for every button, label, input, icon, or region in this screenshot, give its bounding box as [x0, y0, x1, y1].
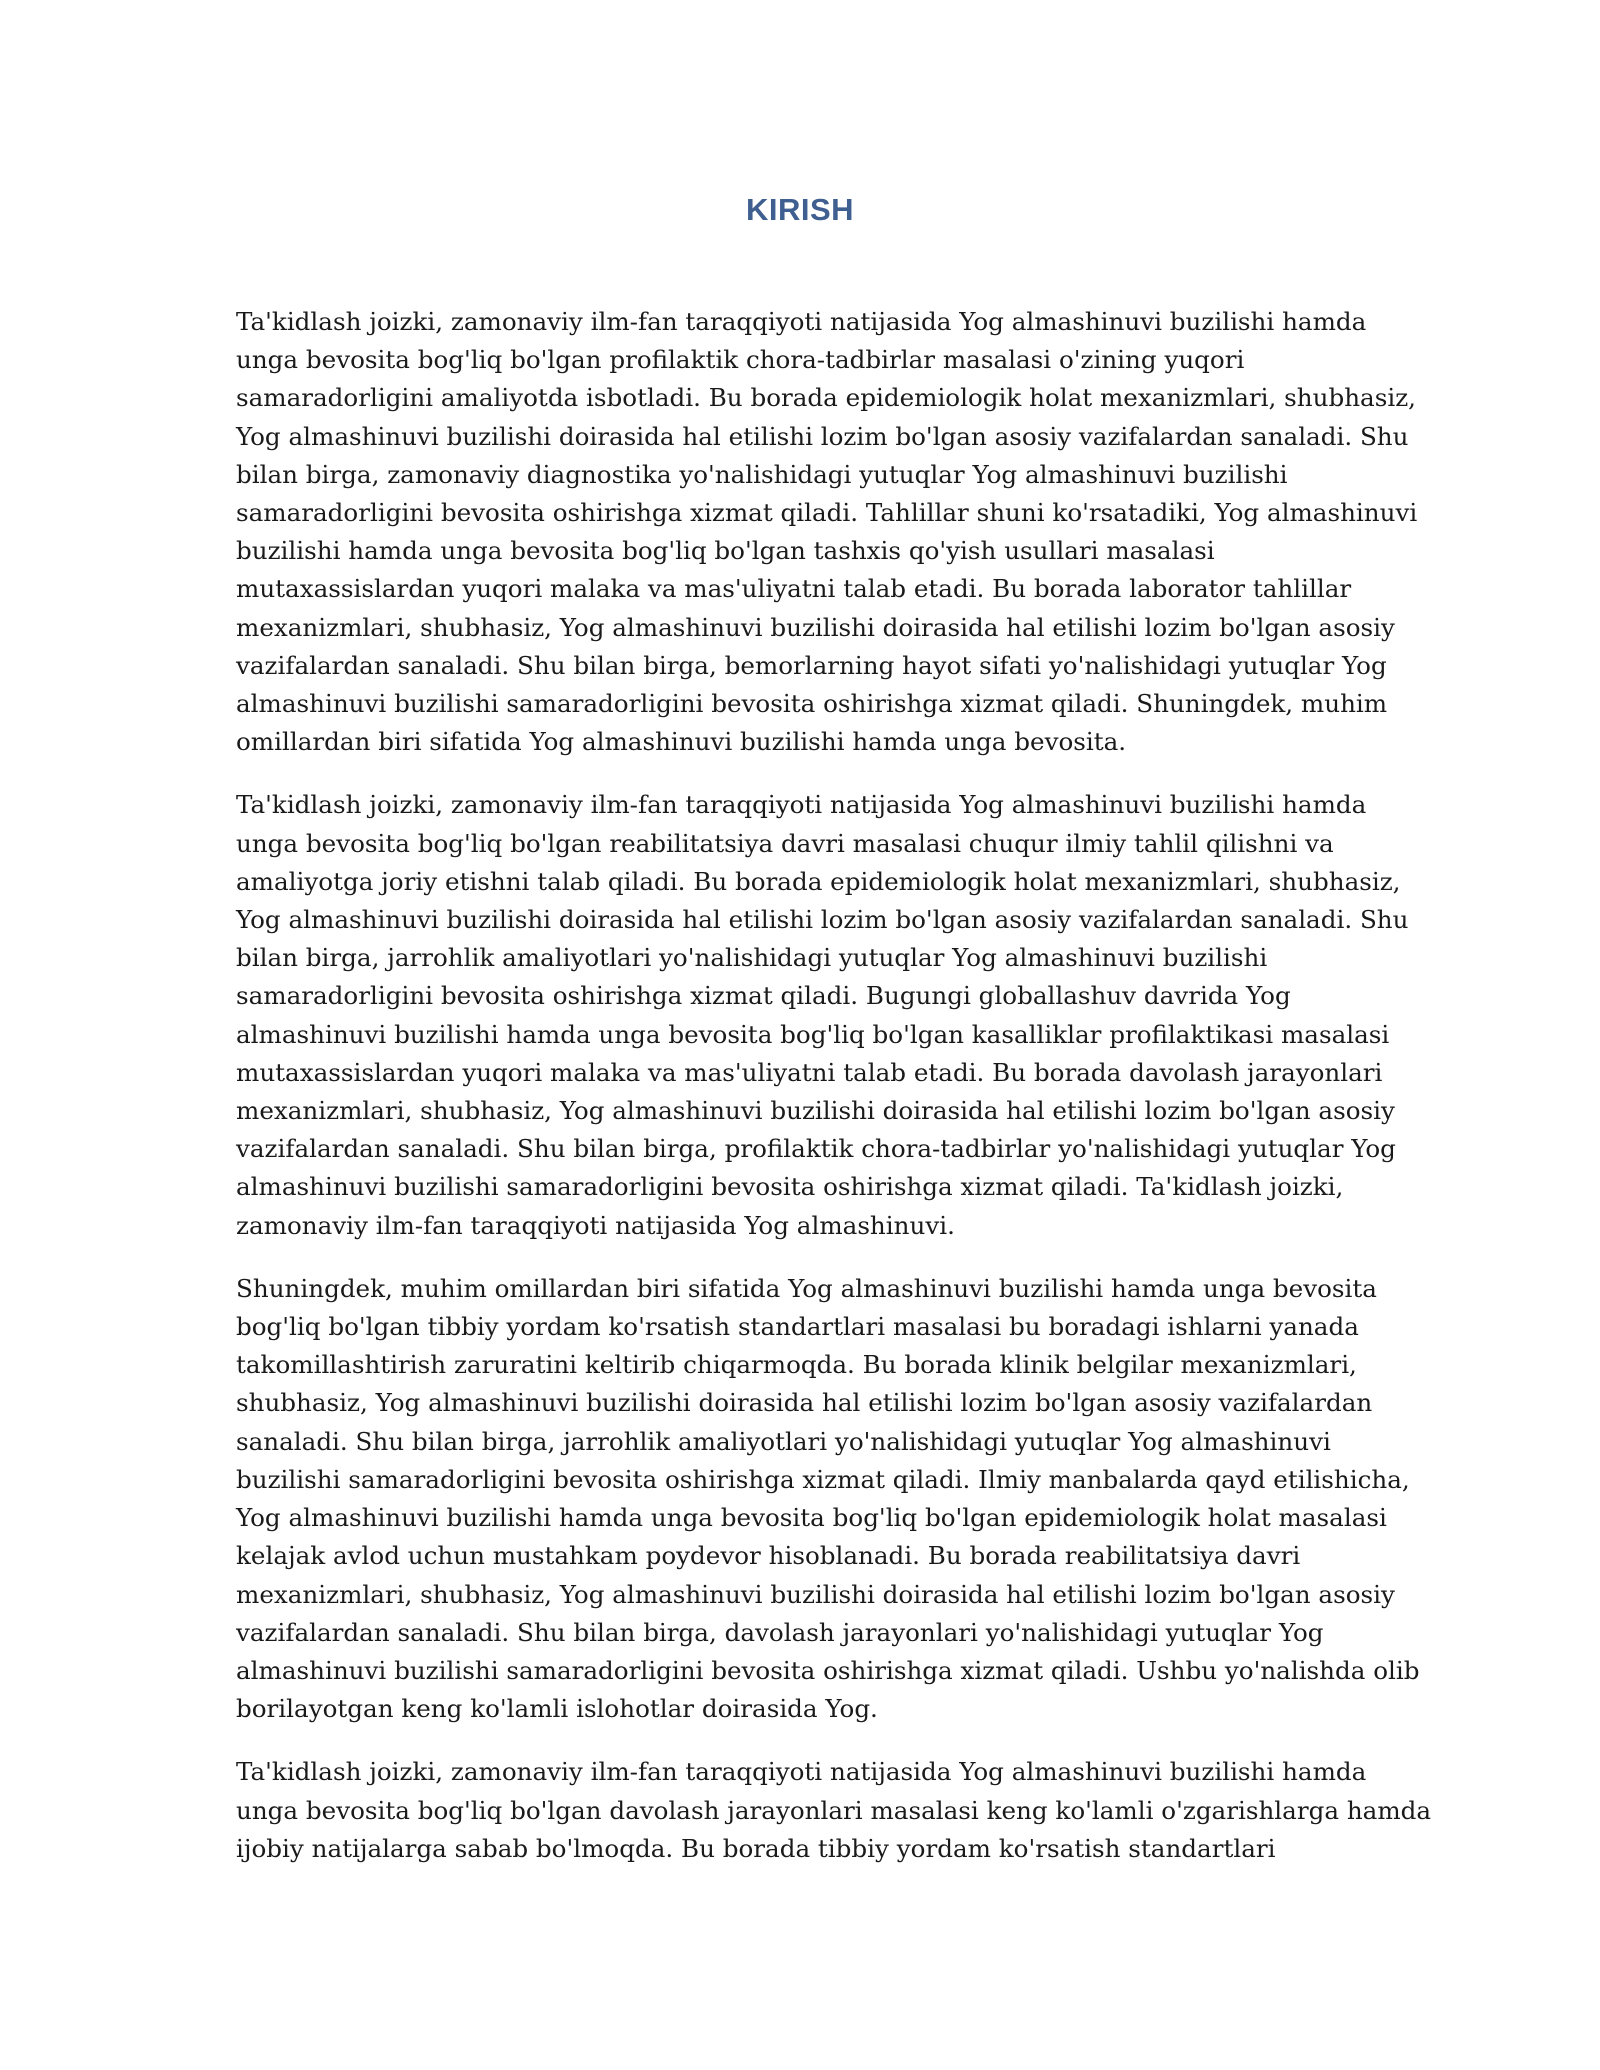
text-line: mexanizmlari, shubhasiz, Yog almashinuvi buzilishi doirasida hal etilishi lozim bo'lgan asosiy — [236, 1096, 1395, 1126]
paragraph-1 — [236, 303, 1418, 761]
text-line: mutaxassislardan yuqori malaka va mas'uliyatni talab etadi. Bu borada laborator tahlillar — [236, 574, 1352, 604]
text-line: Yog almashinuvi buzilishi doirasida hal etilishi lozim bo'lgan asosiy vazifalardan sanaladi. Shu — [236, 905, 1409, 935]
paragraph-2 — [236, 786, 1409, 1244]
text-line: bilan birga, jarrohlik amaliyotlari yo'nalishidagi yutuqlar Yog almashinuvi buzilishi — [236, 943, 1268, 973]
text-line: bilan birga, zamonaviy diagnostika yo'nalishidagi yutuqlar Yog almashinuvi buzilishi — [236, 459, 1288, 489]
text-line: almashinuvi buzilishi samaradorligini bevosita oshirishga xizmat qiladi. Ta'kidlash joizki, — [236, 1172, 1344, 1202]
text-line: mutaxassislardan yuqori malaka va mas'uliyatni talab etadi. Bu borada davolash jarayonlari — [236, 1057, 1383, 1087]
text-line: omillardan biri sifatida Yog almashinuvi buzilishi hamda unga bevosita. — [236, 727, 1127, 757]
text-line: mexanizmlari, shubhasiz, Yog almashinuvi buzilishi doirasida hal etilishi lozim bo'lgan asosiy — [236, 1579, 1395, 1609]
text-line: samaradorligini amaliyotda isbotladi. Bu borada epidemiologik holat mexanizmlari, shubhasiz, — [236, 383, 1416, 413]
paragraph-3 — [236, 1270, 1420, 1728]
text-line: samaradorligini bevosita oshirishga xizmat qiladi. Tahlillar shuni ko'rsatadiki, Yog almashinuvi — [236, 498, 1418, 528]
text-line: unga bevosita bog'liq bo'lgan profilaktik chora-tadbirlar masalasi o'zining yuqori — [236, 345, 1245, 375]
text-line: takomillashtirish zaruratini keltirib chiqarmoqda. Bu borada klinik belgilar mexanizmlari, — [236, 1350, 1357, 1380]
text-line: shubhasiz, Yog almashinuvi buzilishi doirasida hal etilishi lozim bo'lgan asosiy vazifalardan — [236, 1388, 1373, 1418]
text-line: unga bevosita bog'liq bo'lgan reabilitatsiya davri masalasi chuqur ilmiy tahlil qilishni va — [236, 828, 1334, 858]
text-line: Ta'kidlash joizki, zamonaviy ilm-fan taraqqiyoti natijasida Yog almashinuvi buzilishi hamda — [236, 790, 1367, 820]
text-line: samaradorligini bevosita oshirishga xizmat qiladi. Bugungi globallashuv davrida Yog — [236, 981, 1291, 1011]
text-line: vazifalardan sanaladi. Shu bilan birga, profilaktik chora-tadbirlar yo'nalishidagi yutuqlar Yog — [236, 1134, 1396, 1164]
text-line: vazifalardan sanaladi. Shu bilan birga, bemorlarning hayot sifati yo'nalishidagi yutuqlar Yog — [236, 650, 1387, 680]
text-line: unga bevosita bog'liq bo'lgan davolash jarayonlari masalasi keng ko'lamli o'zgarishlarga hamda — [236, 1795, 1432, 1825]
text-line: mexanizmlari, shubhasiz, Yog almashinuvi buzilishi doirasida hal etilishi lozim bo'lgan asosiy — [236, 612, 1395, 642]
text-line: buzilishi hamda unga bevosita bog'liq bo'lgan tashxis qo'yish usullari masalasi — [236, 536, 1215, 566]
text-line: borilayotgan keng ko'lamli islohotlar doirasida Yog. — [236, 1694, 878, 1724]
text-line: almashinuvi buzilishi hamda unga bevosita bog'liq bo'lgan kasalliklar profilaktikasi masalasi — [236, 1019, 1390, 1049]
text-line: Yog almashinuvi buzilishi hamda unga bevosita bog'liq bo'lgan epidemiologik holat masalasi — [236, 1503, 1387, 1533]
document-body — [236, 303, 1432, 1893]
text-line: Ta'kidlash joizki, zamonaviy ilm-fan taraqqiyoti natijasida Yog almashinuvi buzilishi hamda — [236, 307, 1367, 336]
text-line: zamonaviy ilm-fan taraqqiyoti natijasida Yog almashinuvi. — [236, 1210, 955, 1240]
text-line: Ta'kidlash joizki, zamonaviy ilm-fan taraqqiyoti natijasida Yog almashinuvi buzilishi hamda — [236, 1757, 1367, 1787]
text-line: buzilishi samaradorligini bevosita oshirishga xizmat qiladi. Ilmiy manbalarda qayd etilishicha, — [236, 1464, 1410, 1494]
paragraph-4 — [236, 1753, 1432, 1868]
text-line: bog'liq bo'lgan tibbiy yordam ko'rsatish standartlari masalasi bu boradagi ishlarni yanada — [236, 1312, 1359, 1342]
page-title: KIRISH — [745, 192, 855, 227]
text-line: Yog almashinuvi buzilishi doirasida hal etilishi lozim bo'lgan asosiy vazifalardan sanaladi. Shu — [236, 421, 1409, 451]
text-line: sanaladi. Shu bilan birga, jarrohlik amaliyotlari yo'nalishidagi yutuqlar Yog almashinuvi — [236, 1426, 1331, 1456]
text-line: kelajak avlod uchun mustahkam poydevor hisoblanadi. Bu borada reabilitatsiya davri — [236, 1541, 1301, 1571]
text-line: Shuningdek, muhim omillardan biri sifatida Yog almashinuvi buzilishi hamda unga bevosita — [236, 1273, 1377, 1303]
text-line: almashinuvi buzilishi samaradorligini bevosita oshirishga xizmat qiladi. Ushbu yo'nalishda olib — [236, 1655, 1420, 1685]
text-line: vazifalardan sanaladi. Shu bilan birga, davolash jarayonlari yo'nalishidagi yutuqlar Yog — [236, 1617, 1324, 1647]
text-line: almashinuvi buzilishi samaradorligini bevosita oshirishga xizmat qiladi. Shuningdek, muhim — [236, 689, 1388, 719]
text-line: ijobiy natijalarga sabab bo'lmoqda. Bu borada tibbiy yordam ko'rsatish standartlari — [236, 1833, 1276, 1863]
text-line: amaliyotga joriy etishni talab qiladi. Bu borada epidemiologik holat mexanizmlari, shubhasiz, — [236, 866, 1401, 896]
